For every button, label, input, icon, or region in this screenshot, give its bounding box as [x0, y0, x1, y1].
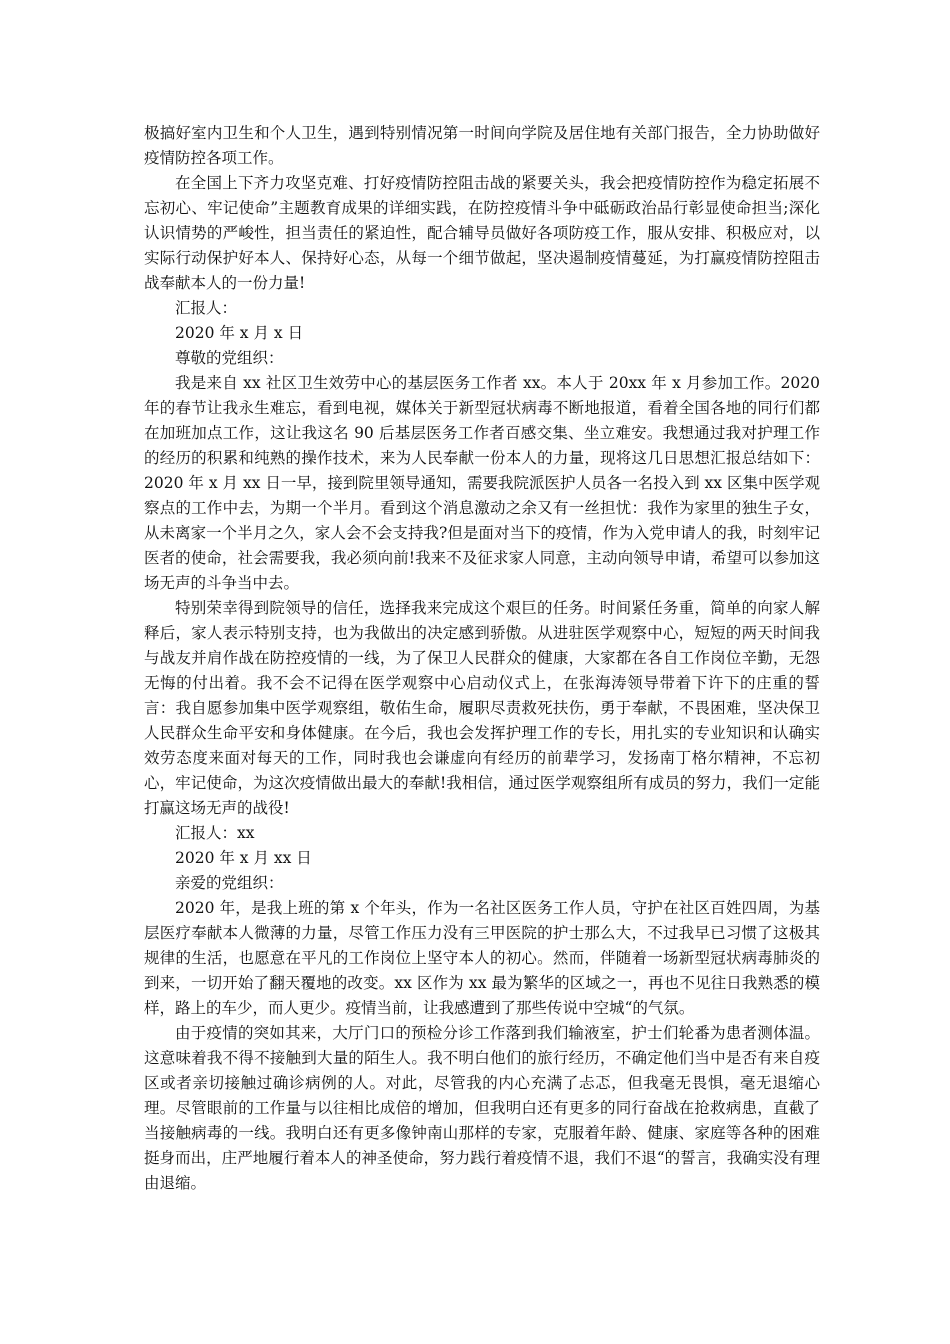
- paragraph-3: 我是来自 xx 社区卫生效劳中心的基层医务工作者 xx。本人于 20xx 年 x 月参加工作。2020 年的春节让我永生难忘，看到电视，媒体关于新型冠状病毒不断地报道，看着全国各地的同行们都在加班加点工作，这让我这名 90 后基层医务工作者百感交集、坐立难安。我想通过我对护理工作的经历的积累和纯熟的操作技术，来为人民奉献一份本人的力量，现将这几日思想汇报总结如下：2020 年 x 月 xx 日一早，接到院里领导通知，需要我院派医护人员各一名投入到 xx 区集中医学观察点的工作中去，为期一个半月。看到这个消息激动之余又有一丝担忧：我作为家里的独生子女，从未离家一个半月之久，家人会不会支持我?但是面对当下的疫情，作为入党申请人的我，时刻牢记医者的使命，社会需要我，我必须向前!我来不及征求家人同意，主动向领导申请，希望可以参加这场无声的斗争当中去。: [144, 374, 820, 592]
- paragraph-4: 特别荣幸得到院领导的信任，选择我来完成这个艰巨的任务。时间紧任务重，简单的向家人解释后，家人表示特别支持，也为我做出的决定感到骄傲。从进驻医学观察中心，短短的两天时间我与战友并肩作战在防控疫情的一线，为了保卫人民群众的健康，大家都在各自工作岗位辛勤，无怨无悔的付出着。我不会不记得在医学观察中心启动仪式上，在张海涛领导带着下许下的庄重的誓言：我自愿参加集中医学观察组，敬佑生命，履职尽责救死扶伤，勇于奉献，不畏困难，坚决保卫人民群众生命平安和身体健康。在今后，我也会发挥护理工作的专长，用扎实的专业知识和认确实效劳态度来面对每天的工作，同时我也会谦虚向有经历的前辈学习，发扬南丁格尔精神，不忘初心，牢记使命，为这次疫情做出最大的奉献!我相信，通过医学观察组所有成员的努力，我们一定能打赢这场无声的战役!: [144, 599, 820, 817]
- reporter-label: 汇报人：xx: [175, 824, 255, 842]
- salutation: 尊敬的党组织：: [175, 349, 284, 367]
- reporter-label: 汇报人：: [175, 299, 238, 317]
- paragraph-2: 在全国上下齐力攻坚克难、打好疫情防控阻击战的紧要关头，我会把疫情防控作为稳定拓展不忘初心、牢记使命”主题教育成果的详细实践，在防控疫情斗争中砥砺政治品行彰显使命担当;深化认识情势的严峻性，担当责任的紧迫性，配合辅导员做好各项防疫工作，服从安排、积极应对，以实际行动保护好本人、保持好心态，从每一个细节做起，坚决遏制疫情蔓延，为打赢疫情防控阻击战奉献本人的一份力量!: [144, 174, 820, 292]
- paragraph-5: 2020 年，是我上班的第 x 个年头，作为一名社区医务工作人员，守护在社区百姓四周，为基层医疗奉献本人微薄的力量，尽管工作压力没有三甲医院的护士那么大，不过我早已习惯了这极其规律的生活，也愿意在平凡的工作岗位上坚守本人的初心。然而，伴随着一场新型冠状病毒肺炎的到来，一切开始了翻天覆地的改变。xx 区作为 xx 最为繁华的区域之一，再也不见往日我熟悉的模样，路上的车少，而人更少。疫情当前，让我感遭到了那些传说中空城“的气氛。: [144, 899, 820, 1017]
- salutation: 亲爱的党组织：: [175, 874, 284, 892]
- paragraph-6: 由于疫情的突如其来，大厅门口的预检分诊工作落到我们输液室，护士们轮番为患者测体温。这意味着我不得不接触到大量的陌生人。我不明白他们的旅行经历，不确定他们当中是否有来自疫区或者亲切接触过确诊病例的人。对此，尽管我的内心充满了忐忑，但我毫无畏惧，毫无退缩心理。尽管眼前的工作量与以往相比成倍的增加，但我明白还有更多的同行奋战在抢救病患，直截了当接触病毒的一线。我明白还有更多像钟南山那样的专家，克服着年龄、健康、家庭等各种的困难挺身而出，庄严地履行着本人的神圣使命，努力践行着疫情不退，我们不退“的誓言，我确实没有理由退缩。: [144, 1024, 820, 1192]
- document-page: [144, 121, 820, 1196]
- report-date: 2020 年 x 月 x 日: [175, 324, 304, 342]
- report-date: 2020 年 x 月 xx 日: [175, 849, 312, 867]
- paragraph-1: 极搞好室内卫生和个人卫生，遇到特别情况第一时间向学院及居住地有关部门报告，全力协助做好疫情防控各项工作。: [144, 124, 820, 167]
